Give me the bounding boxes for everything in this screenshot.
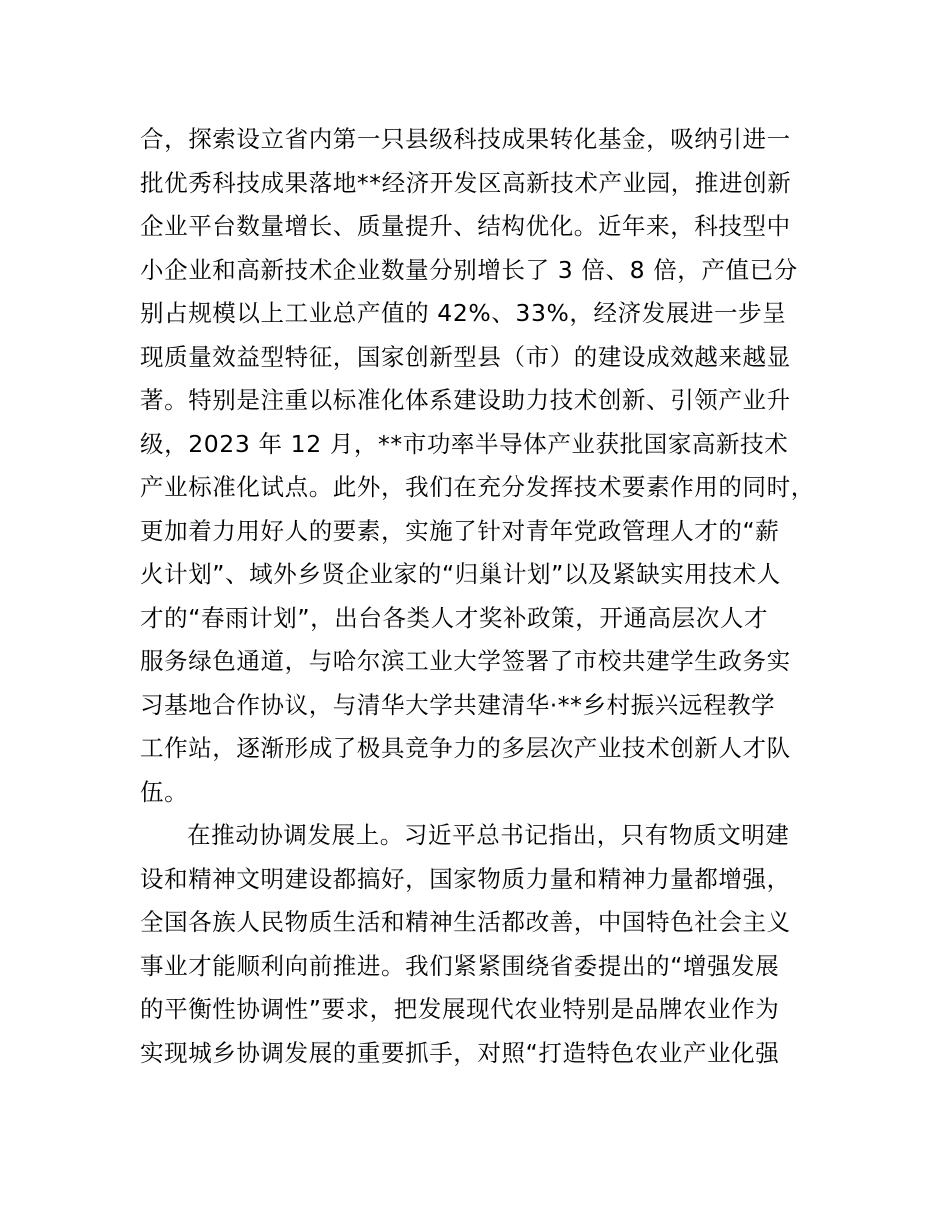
text-line: 企业平台数量增长、质量提升、结构优化。近年来，科技型中 (140, 212, 791, 240)
text-line: 全国各族人民物质生活和精神生活都改善，中国特色社会主义 (140, 908, 791, 936)
text-line: 更加着力用好人的要素，实施了针对青年党政管理人才的“薪 (140, 516, 780, 545)
text-line: 小企业和高新技术企业数量分别增长了 3 倍、8 倍，产值已分 (140, 255, 798, 284)
text-line: 的平衡性协调性”要求，把发展现代农业特别是品牌农业作为 (140, 995, 780, 1023)
text-line: 习基地合作协议，与清华大学共建清华·**乡村振兴远程教学 (140, 690, 776, 719)
text-line: 才的“春雨计划”，出台各类人才奖补政策，开通高层次人才 (140, 603, 769, 632)
paragraph-coordinated-development (140, 814, 840, 1075)
text-line: 工作站，逐渐形成了极具竞争力的多层次产业技术创新人才队 (140, 734, 791, 762)
paragraph-talent-innovation (140, 118, 840, 814)
text-line: 合，探索设立省内第一只县级科技成果转化基金，吸纳引进一 (140, 125, 791, 153)
text-line: 设和精神文明建设都搞好，国家物质力量和精神力量都增强， (140, 864, 791, 893)
text-line: 级，2023 年 12 月，**市功率半导体产业获批国家高新技术 (140, 429, 789, 458)
text-line: 事业才能顺利向前推进。我们紧紧围绕省委提出的“增强发展 (140, 951, 780, 980)
text-line: 在推动协调发展上。习近平总书记指出，只有物质文明建 (187, 821, 790, 849)
body-text (140, 118, 840, 1075)
text-line: 实现城乡协调发展的重要抓手，对照“打造特色农业产业化强 (140, 1038, 780, 1067)
text-line: 产业标准化试点。此外，我们在充分发挥技术要素作用的同时， (140, 473, 815, 501)
text-line: 现质量效益型特征，国家创新型县（市）的建设成效越来越显 (140, 342, 791, 371)
text-line: 批优秀科技成果落地**经济开发区高新技术产业园，推进创新 (140, 168, 792, 197)
text-line: 火计划”、域外乡贤企业家的“归巢计划”以及紧缺实用技术人 (140, 560, 781, 588)
text-line: 服务绿色通道，与哈尔滨工业大学签署了市校共建学生政务实 (140, 647, 791, 675)
text-line: 著。特别是注重以标准化体系建设助力技术创新、引领产业升 (140, 386, 791, 414)
text-line: 伍。 (140, 777, 189, 806)
text-line: 别占规模以上工业总产值的 42%、33%，经济发展进一步呈 (140, 299, 787, 327)
